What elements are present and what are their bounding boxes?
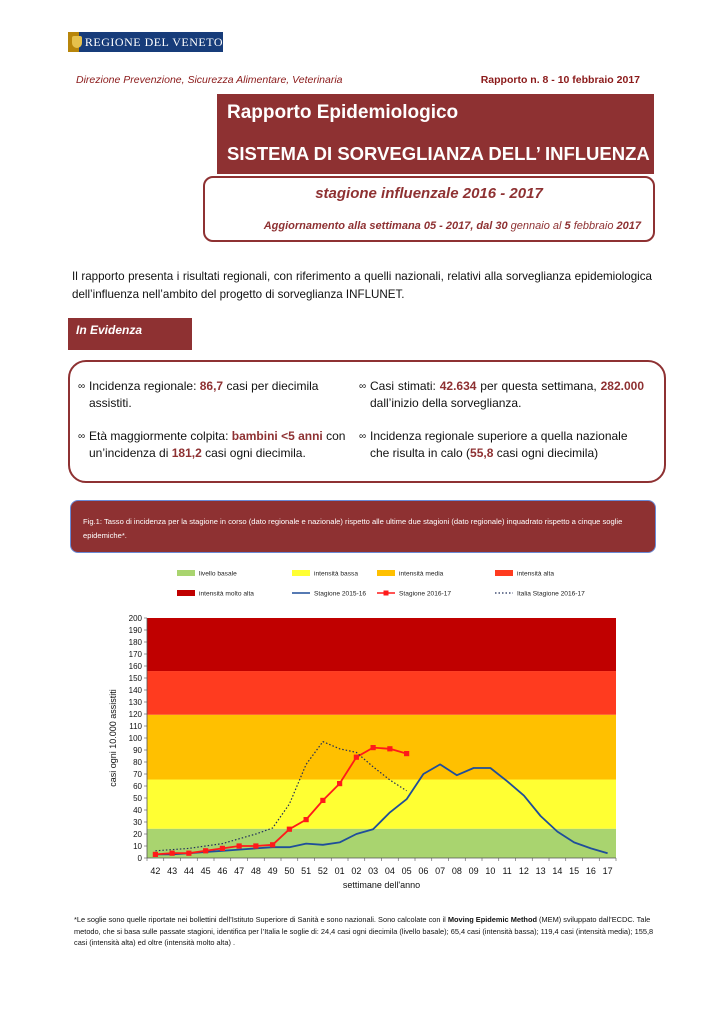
bullet-infinity-icon: ∞ bbox=[78, 431, 86, 442]
legend-label-intensit-bassa: intensità bassa bbox=[314, 570, 358, 578]
x-tick-label: 14 bbox=[552, 866, 563, 876]
legend-swatch-intensit-media bbox=[377, 570, 395, 576]
band-intensit-molto-alta bbox=[147, 618, 616, 671]
y-tick-label: 50 bbox=[133, 793, 142, 803]
y-tick-label: 200 bbox=[128, 613, 142, 623]
x-tick-label: 13 bbox=[535, 866, 546, 876]
incidence-chart bbox=[70, 560, 656, 905]
series-point-stagione-2016-17 bbox=[337, 781, 342, 786]
highlight-national-comparison: ∞ Incidenza regionale superiore a quella nazionale che risulta in calo (55,8 casi ogni diecimila) bbox=[359, 429, 628, 460]
update-day-to: 5 bbox=[564, 220, 571, 232]
x-tick-label: 46 bbox=[217, 866, 228, 876]
x-tick-label: 43 bbox=[167, 866, 178, 876]
x-tick-label: 03 bbox=[368, 866, 379, 876]
y-tick-label: 180 bbox=[128, 637, 142, 647]
x-tick-label: 02 bbox=[351, 866, 362, 876]
highlights-tab-label: In Evidenza bbox=[76, 323, 143, 337]
logo-text: REGIONE DEL VENETO bbox=[84, 34, 223, 49]
x-tick-label: 04 bbox=[384, 866, 395, 876]
x-tick-label: 49 bbox=[267, 866, 278, 876]
x-tick-label: 10 bbox=[485, 866, 496, 876]
season-box bbox=[203, 176, 655, 242]
legend-swatch-livello-basale bbox=[177, 570, 195, 576]
series-point-stagione-2016-17 bbox=[203, 848, 208, 853]
y-tick-label: 170 bbox=[128, 649, 142, 659]
update-year: 2017 bbox=[616, 220, 641, 232]
x-tick-label: 06 bbox=[418, 866, 429, 876]
x-axis-label: settimane dell'anno bbox=[342, 880, 421, 890]
update-prefix: Aggiornamento alla settimana 05 - 2017, dal bbox=[263, 220, 496, 232]
highlight-estimated-cases: ∞ Casi stimati: 42.634 per questa settimana, 282.000 dall’inizio della sorveglianza. bbox=[359, 379, 644, 410]
series-point-stagione-2016-17 bbox=[287, 827, 292, 832]
x-tick-label: 45 bbox=[200, 866, 211, 876]
bullet-infinity-icon: ∞ bbox=[78, 381, 86, 392]
x-tick-label: 47 bbox=[234, 866, 245, 876]
y-tick-label: 190 bbox=[128, 625, 142, 635]
season-label: stagione influenzale 2016 - 2017 bbox=[315, 185, 543, 202]
legend-swatch-intensit-alta bbox=[495, 570, 513, 576]
legend-swatch-intensit-bassa bbox=[292, 570, 310, 576]
x-tick-label: 42 bbox=[150, 866, 161, 876]
y-tick-label: 40 bbox=[133, 805, 142, 815]
figure-caption: Fig.1: Tasso di incidenza per la stagione in corso (dato regionale e nazionale) rispetto alle ultime due stagioni (dato regionale) inquadrato rispetto a cinque soglie epidemiche*. bbox=[83, 517, 623, 540]
band-intensit-media bbox=[147, 715, 616, 780]
y-tick-label: 100 bbox=[128, 733, 142, 743]
report-subtitle: SISTEMA DI SORVEGLIANZA DELL’ INFLUENZA bbox=[227, 143, 650, 164]
update-day-from: 30 bbox=[495, 220, 508, 232]
y-tick-label: 90 bbox=[133, 745, 142, 755]
series-point-stagione-2016-17 bbox=[220, 846, 225, 851]
highlights-box bbox=[68, 360, 666, 483]
x-tick-label: 44 bbox=[183, 866, 194, 876]
y-tick-label: 70 bbox=[133, 769, 142, 779]
y-tick-label: 0 bbox=[137, 853, 142, 863]
y-tick-label: 60 bbox=[133, 781, 142, 791]
x-tick-label: 52 bbox=[317, 866, 328, 876]
y-tick-label: 140 bbox=[128, 685, 142, 695]
y-tick-label: 160 bbox=[128, 661, 142, 671]
x-tick-label: 05 bbox=[401, 866, 412, 876]
bullet-infinity-icon: ∞ bbox=[359, 431, 367, 442]
x-tick-label: 11 bbox=[502, 866, 512, 876]
y-tick-label: 110 bbox=[129, 721, 142, 731]
y-axis-label: casi ogni 10.000 assistiti bbox=[108, 689, 118, 787]
legend-label-stagione-2015-16: Stagione 2015-16 bbox=[314, 590, 367, 598]
footnote-method: Moving Epidemic Method bbox=[447, 915, 537, 924]
legend-label-livello-basale: livello basale bbox=[199, 570, 237, 578]
series-point-stagione-2016-17 bbox=[270, 842, 275, 847]
y-tick-label: 80 bbox=[133, 757, 142, 767]
x-tick-label: 16 bbox=[585, 866, 596, 876]
x-tick-label: 07 bbox=[435, 866, 446, 876]
y-tick-label: 150 bbox=[128, 673, 142, 683]
y-tick-label: 130 bbox=[128, 697, 142, 707]
band-livello-basale bbox=[147, 829, 616, 858]
legend-label-stagione-2016-17: Stagione 2016-17 bbox=[399, 590, 452, 598]
series-point-stagione-2016-17 bbox=[371, 745, 376, 750]
lion-seal-icon bbox=[68, 32, 79, 52]
x-tick-label: 15 bbox=[569, 866, 580, 876]
regione-veneto-logo bbox=[68, 32, 223, 52]
legend-marker-stagione-2016-17 bbox=[384, 591, 389, 596]
update-month: febbraio bbox=[570, 220, 617, 232]
legend-label-intensit-media: intensità media bbox=[399, 570, 444, 578]
x-tick-label: 51 bbox=[301, 866, 312, 876]
series-point-stagione-2016-17 bbox=[320, 798, 325, 803]
x-tick-label: 12 bbox=[518, 866, 529, 876]
legend-label-intensit-alta: intensità alta bbox=[517, 570, 555, 578]
report-title: Rapporto Epidemiologico bbox=[227, 102, 459, 123]
update-mid: gennaio al bbox=[507, 220, 565, 232]
bullet-infinity-icon: ∞ bbox=[359, 381, 367, 392]
highlights-tab bbox=[68, 318, 192, 350]
legend-label-italia-stagione-2016-17: Italia Stagione 2016-17 bbox=[517, 590, 585, 598]
legend-label-intensit-molto-alta: intensità molto alta bbox=[199, 590, 254, 598]
x-tick-label: 09 bbox=[468, 866, 479, 876]
x-tick-label: 01 bbox=[334, 866, 345, 876]
series-point-stagione-2016-17 bbox=[186, 851, 191, 856]
series-point-stagione-2016-17 bbox=[304, 817, 309, 822]
highlight-regional-incidence: ∞ Incidenza regionale: 86,7 casi per diecimila assistiti. bbox=[78, 379, 319, 410]
x-tick-label: 48 bbox=[250, 866, 261, 876]
series-point-stagione-2016-17 bbox=[170, 851, 175, 856]
figure-caption-box bbox=[70, 500, 656, 553]
series-point-stagione-2016-17 bbox=[237, 843, 242, 848]
series-point-stagione-2016-17 bbox=[253, 843, 258, 848]
y-tick-label: 120 bbox=[128, 709, 142, 719]
report-number: Rapporto n. 8 - 10 febbraio 2017 bbox=[480, 74, 640, 86]
y-tick-label: 20 bbox=[133, 829, 142, 839]
y-tick-label: 10 bbox=[133, 841, 142, 851]
title-block bbox=[217, 94, 654, 174]
band-intensit-alta bbox=[147, 671, 616, 715]
x-tick-label: 50 bbox=[284, 866, 295, 876]
department-name: Direzione Prevenzione, Sicurezza Alimentare, Veterinaria bbox=[76, 74, 343, 86]
series-point-stagione-2016-17 bbox=[387, 746, 392, 751]
intro-paragraph: Il rapporto presenta i risultati regionali, con riferimento a quelli nazionali, relativi alla sorveglianza epidemiologica dell’influenza nell’ambito del progetto di sorveglianza INFLUNET. bbox=[72, 270, 652, 301]
x-tick-label: 08 bbox=[451, 866, 462, 876]
footnote: *Le soglie sono quelle riportate nei bollettini dell’Istituto Superiore di Sanità e sono nazionali. Sono calcolate con il Moving Epidemic Method (MEM) sviluppato dall’ECDC. Tale metodo, che si basa sulle passate stagioni, identifica per l’Italia le soglie di: 24,4 casi ogni diecimila (livello basale); 65,4 casi (intensità bassa); 119,4 casi (intensità media); 155,8 casi (intensità alta) ed oltre (intensità molto alta) . bbox=[74, 915, 654, 947]
x-tick-label: 17 bbox=[602, 866, 613, 876]
series-point-stagione-2016-17 bbox=[404, 751, 409, 756]
y-tick-label: 30 bbox=[133, 817, 142, 827]
legend-swatch-intensit-molto-alta bbox=[177, 590, 195, 596]
update-line bbox=[205, 220, 641, 232]
highlight-age-group: ∞ Età maggiormente colpita: bambini <5 anni con un’incidenza di 181,2 casi ogni diecimila. bbox=[78, 429, 346, 460]
series-point-stagione-2016-17 bbox=[354, 755, 359, 760]
series-point-stagione-2016-17 bbox=[153, 852, 158, 857]
